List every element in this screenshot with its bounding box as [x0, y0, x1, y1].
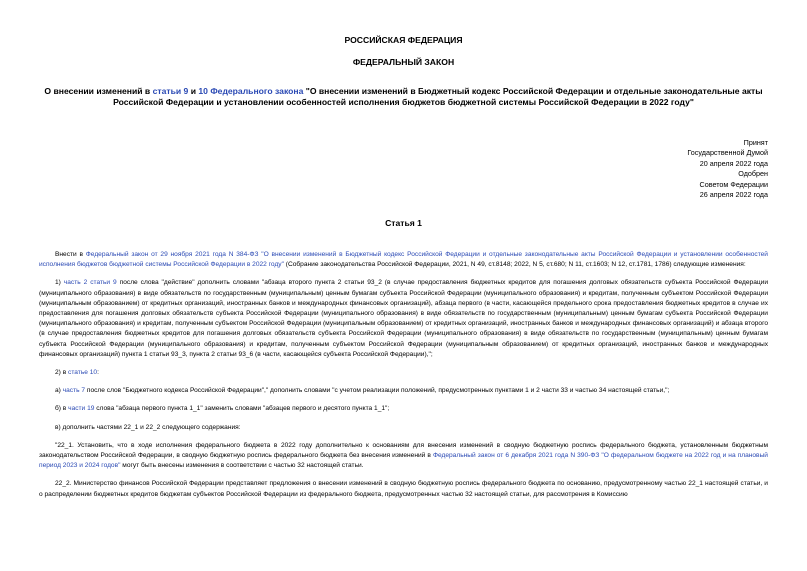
intro-paragraph [39, 250, 768, 270]
accepted-date: 20 апреля 2022 года [699, 158, 768, 168]
acceptance-block [687, 138, 768, 200]
approved-label: Одобрен [738, 169, 768, 179]
link-article-10-body[interactable]: статье 10 [68, 369, 98, 377]
link-part-19[interactable]: части 19 [68, 405, 95, 413]
link-part-7[interactable]: часть 7 [62, 387, 86, 395]
link-federal-law-384[interactable]: Федеральный закон от 29 ноября 2021 года N 384-ФЗ "О внесении изменений в Бюджетный кодекс Российской Федерации и отдельные законодательные акты Российской Федерации и установлении особенностей исполнения бюджетов бюджетной системы Российской Федерации в 2022 году" [39, 251, 768, 269]
link-part-2-article-9[interactable]: часть 2 статьи 9 [63, 279, 117, 287]
text: б) в [55, 405, 69, 413]
text: после слова "действие" дополнить словами "абзаца второго пункта 2 статьи 93_2 (в случае предоставления бюджетных кредитов для погашения долговых обязательств субъекта Российской Федерации (муниципального образования) в виде обязательств по государственным (муниципальным) ценным бумагам субъекта Российской Федерации (муниципального образования) и кредитам, полученным субъектом Российской Федерации (муниципальным образованием) от кредитных организаций, иностранных банков и международных финансовых организаций), абзаца первого (в части, касающейся предельного срока предоставления бюджетных кредитов в случае их предоставления для погашения долговых обязательств субъекта Российской Федерации (муниципального образования) в виде обязательств по государственным (муниципальным) ценным бумагам субъекта Российской Федерации (муниципального образования) и кредитам, полученным субъектом Российской Федерации (муниципальным образованием) от кредитных организаций, иностранных банков и международных финансовых организаций) и абзаца второго (в случае предоставления бюджетных кредитов для погашения долговых обязательств субъекта Российской Федерации (муниципального образования) в виде обязательств по государственным (муниципальным) ценным бумагам субъекта Российской Федерации (муниципального образования) и кредитам, полученным субъектом Российской Федерации (муниципальным образованием) от кредитных организаций, иностранных банков и международных финансовых организаций) пункта 1 статьи 93_3, пункта 2 статьи 93_6 (в части, касающейся субъекта Российской Федерации),"; [39, 279, 769, 358]
link-article-10[interactable]: 10 Федерального закона [198, 86, 304, 96]
approved-date: 26 апреля 2022 года [699, 190, 768, 200]
item-2 [39, 368, 768, 378]
text: (Собрание законодательства Российской Федерации, 2021, N 49, ст.8148; 2022, N 5, ст.680; N 11, ст.1603; N 12, ст.1781, 1786) следующие изменения: [283, 261, 746, 269]
text: "22_1. Установить, что в ходе исполнения федерального бюджета в 2022 году дополнительно к основаниям для внесения изменений в сводную бюджетную роспись федерального бюджета, установленным бюджетным законодательством Российской Федерации, в сводную бюджетную роспись федерального бюджета без внесения изменений в [39, 441, 768, 460]
text: 2) в [55, 369, 69, 377]
law-type-heading: ФЕДЕРАЛЬНЫЙ ЗАКОН [352, 57, 455, 67]
text: слова "абзаца первого пункта 1_1" заменить словами "абзацев первого и десятого пункта 1_1"; [94, 405, 390, 413]
law-title-text: "О внесении изменений в Бюджетный кодекс Российской Федерации и отдельные законодательные акты Российской Федерации и установлении особенностей исполнения бюджетов бюджетной системы Российской Федерации в 2022 году" [113, 86, 763, 107]
item-2a [39, 386, 768, 396]
text: : [97, 369, 99, 377]
law-title [40, 86, 767, 108]
text: 1) [55, 279, 64, 287]
article-body [39, 250, 768, 500]
text: Внести в [55, 251, 86, 258]
text: после слов "Бюджетного кодекса Российской Федерации"," дополнить словами "с учетом реализации положений, предусмотренных пунктами 1 и 2 части 33 и частью 34 настоящей статьи,"; [85, 387, 670, 395]
approved-by: Советом Федерации [699, 179, 768, 189]
item-1 [39, 278, 768, 360]
link-federal-law-390[interactable]: Федеральный закон от 6 декабря 2021 года N 390-ФЗ "О федеральном бюджете на 2022 год и на плановый период 2023 и 2024 годов" [39, 452, 768, 470]
item-2b [39, 404, 768, 414]
article-title: Статья 1 [385, 218, 422, 228]
text: а) [55, 387, 63, 395]
quote-22-1 [39, 441, 768, 472]
law-title-text: и [188, 86, 199, 96]
item-2c: в) дополнить частями 22_1 и 22_2 следующего содержания: [55, 423, 241, 431]
law-title-text: О внесении изменений в [44, 86, 153, 96]
accepted-label: Принят [743, 138, 768, 147]
quote-22-2: 22_2. Министерство финансов Российской Федерации представляет предложения о внесении изменений в сводную бюджетную роспись федерального бюджета по основанию, предусмотренному частью 22_1 настоящей статьи, и о распределении бюджетных кредитов бюджетам субъектов Российской Федерации из федерального бюджета, предусмотренных частью 32 настоящей статьи, для рассмотрения в Комиссию [39, 480, 768, 498]
country-heading: РОССИЙСКАЯ ФЕДЕРАЦИЯ [344, 35, 463, 45]
accepted-by: Государственной Думой [687, 148, 768, 158]
text: могут быть внесены изменения в соответствии с частью 32 настоящей статьи. [120, 462, 364, 470]
link-article-9[interactable]: статьи 9 [152, 86, 189, 96]
